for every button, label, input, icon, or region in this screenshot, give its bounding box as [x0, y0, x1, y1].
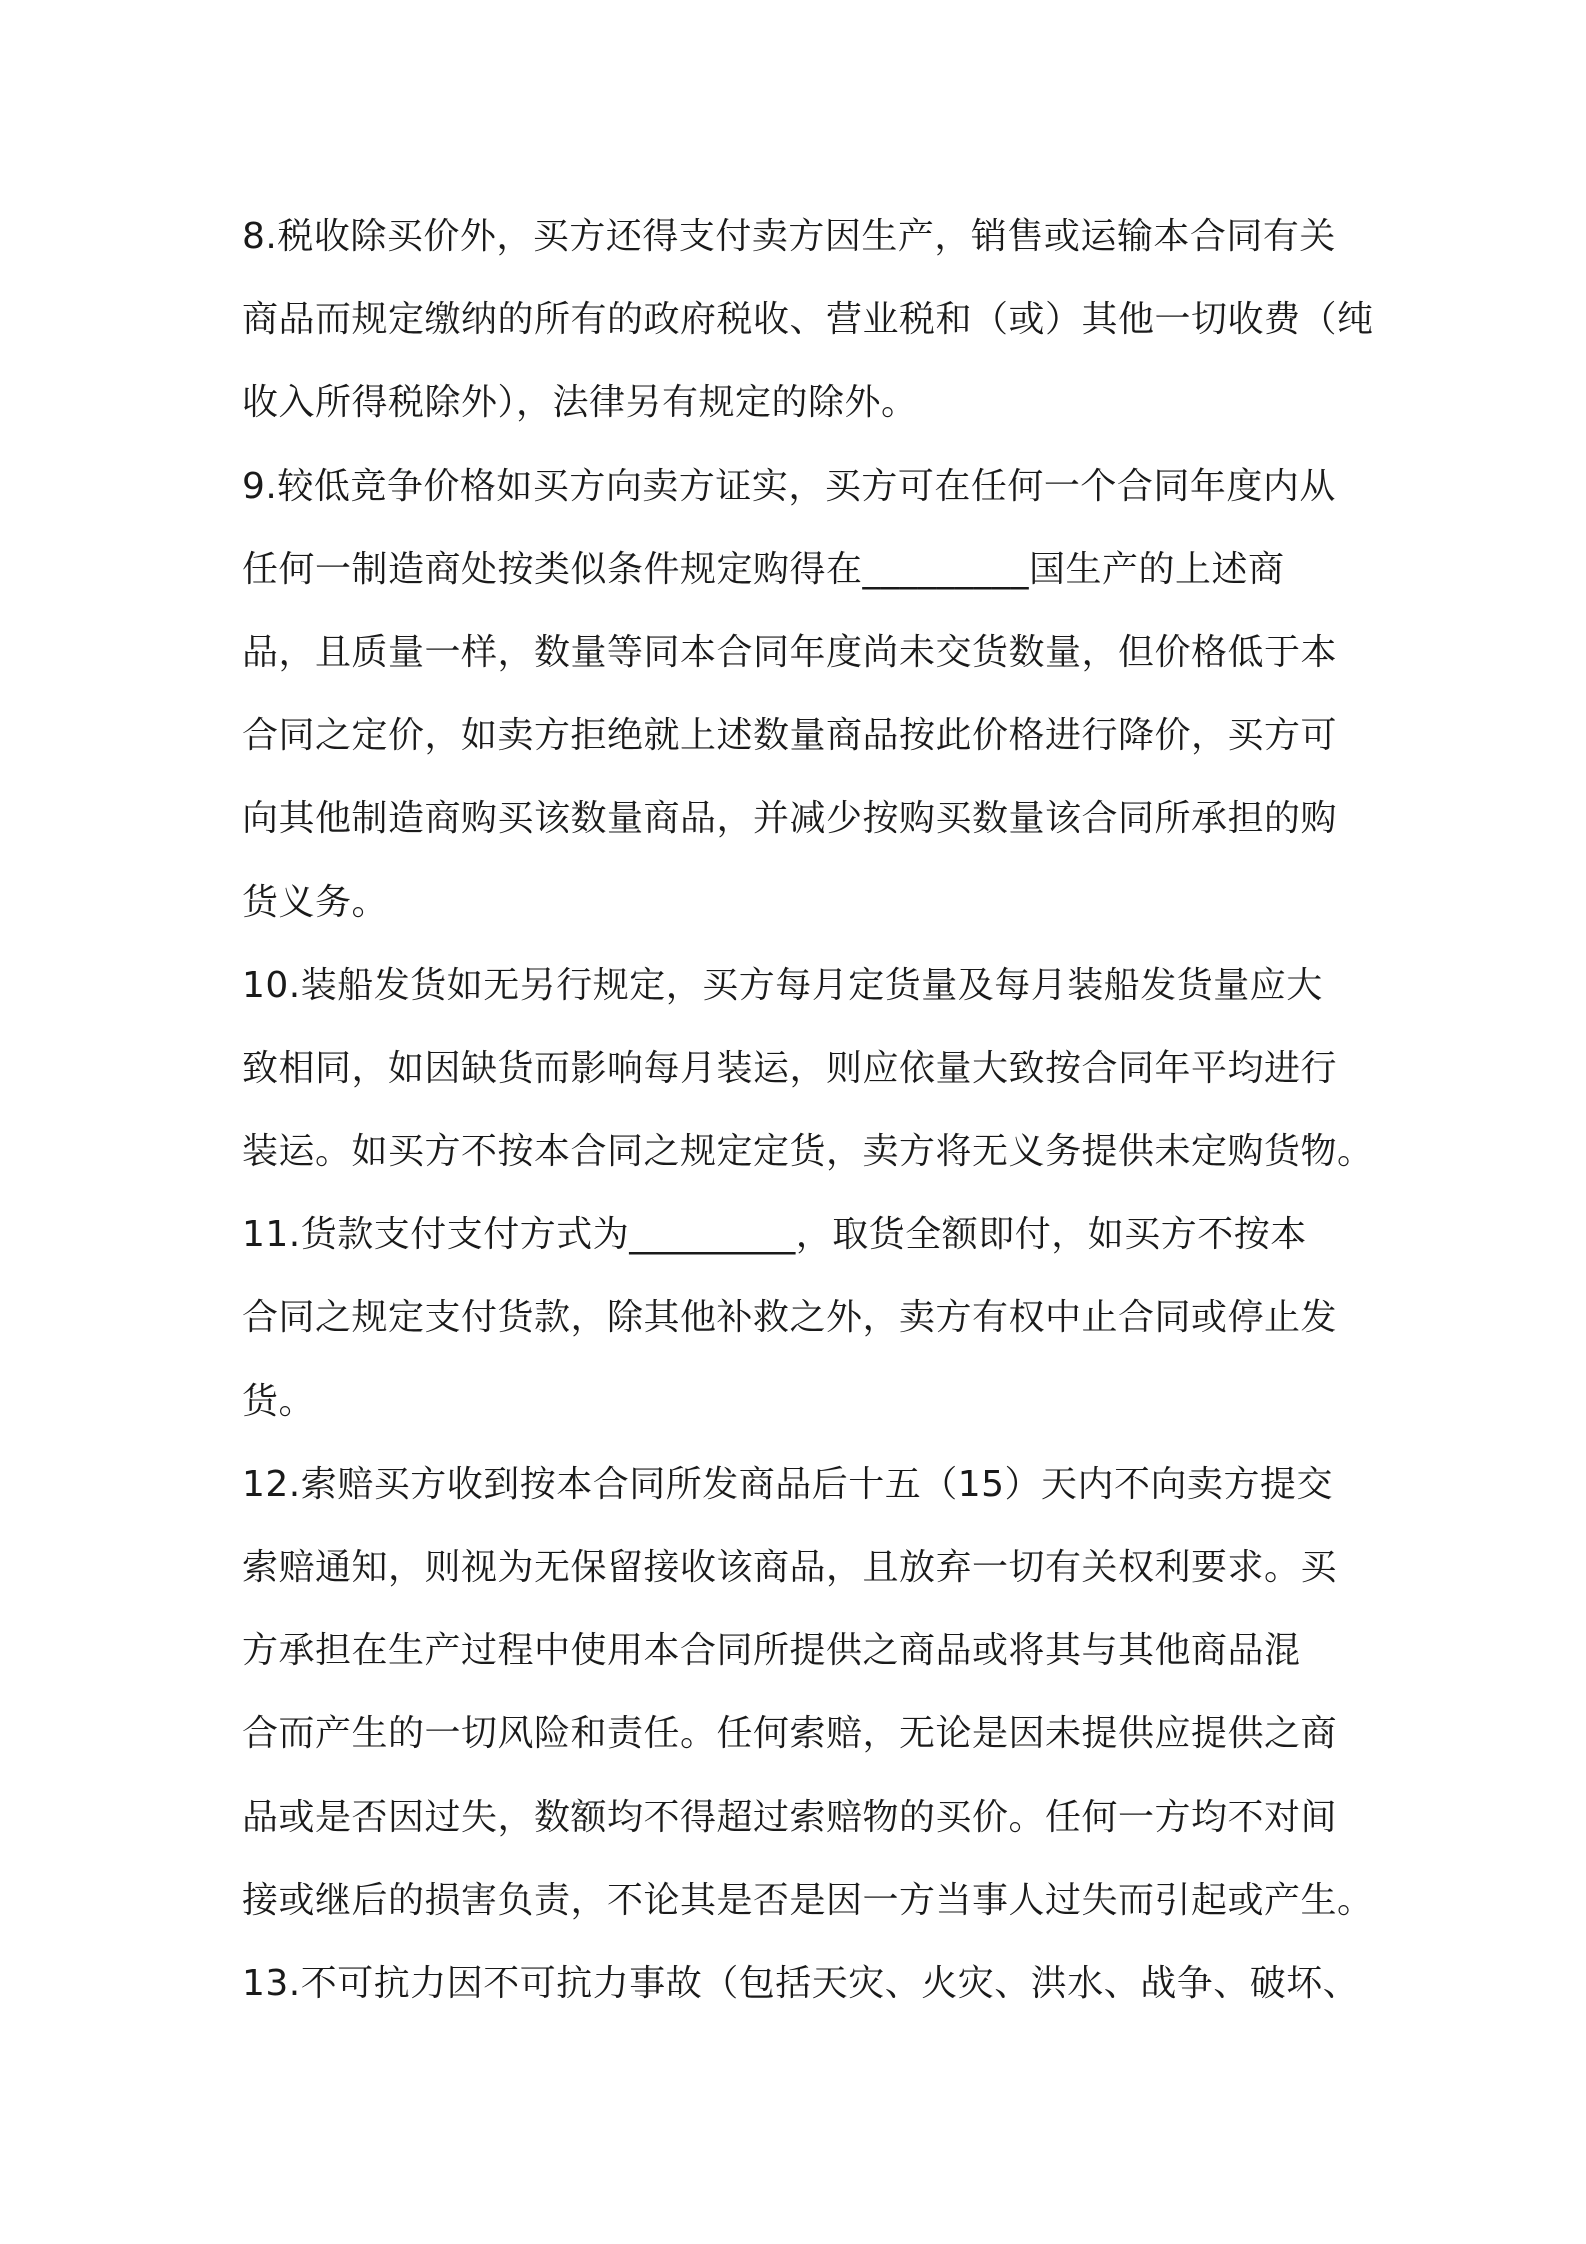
text-line-13: 11.货款支付支付方式为_________，取货全额即付，如买方不按本	[242, 1214, 1307, 1256]
text-line-10: 10.装船发货如无另行规定，买方每月定货量及每月装船发货量应大	[242, 964, 1323, 1006]
document-body	[242, 195, 1374, 2025]
text-line-21: 接或继后的损害负责，不论其是否是因一方当事人过失而引起或产生。	[242, 1879, 1374, 1921]
text-line-4: 9.较低竞争价格如买方向卖方证实，买方可在任何一个合同年度内从	[242, 465, 1336, 507]
text-line-3: 收入所得税除外），法律另有规定的除外。	[242, 382, 918, 424]
text-line-14: 合同之规定支付货款，除其他补救之外，卖方有权中止合同或停止发	[242, 1297, 1338, 1339]
text-line-8: 向其他制造商购买该数量商品，并减少按购买数量该合同所承担的购	[242, 798, 1338, 840]
text-line-9: 货义务。	[242, 881, 389, 923]
text-line-16: 12.索赔买方收到按本合同所发商品后十五（15）天内不向卖方提交	[242, 1463, 1334, 1505]
text-line-22: 13.不可抗力因不可抗力事故（包括天灾、火灾、洪水、战争、破坏、	[242, 1962, 1360, 2004]
text-line-17: 索赔通知，则视为无保留接收该商品，且放弃一切有关权利要求。买	[242, 1547, 1338, 1588]
text-line-1: 8.税收除买价外，买方还得支付卖方因生产，销售或运输本合同有关	[242, 216, 1336, 257]
text-line-19: 合而产生的一切风险和责任。任何索赔，无论是因未提供应提供之商	[242, 1713, 1338, 1755]
text-line-15: 货。	[242, 1380, 316, 1422]
text-line-20: 品或是否因过失，数额均不得超过索赔物的买价。任何一方均不对间	[242, 1796, 1338, 1838]
text-line-2: 商品而规定缴纳的所有的政府税收、营业税和（或）其他一切收费（纯	[242, 299, 1374, 341]
text-line-12: 装运。如买方不按本合同之规定定货，卖方将无义务提供未定购货物。	[242, 1131, 1374, 1173]
text-line-5: 任何一制造商处按类似条件规定购得在_________国生产的上述商	[242, 548, 1285, 590]
text-line-18: 方承担在生产过程中使用本合同所提供之商品或将其与其他商品混	[242, 1630, 1301, 1672]
text-line-11: 致相同，如因缺货而影响每月装运，则应依量大致按合同年平均进行	[242, 1047, 1338, 1089]
text-line-6: 品，且质量一样，数量等同本合同年度尚未交货数量，但价格低于本	[242, 631, 1338, 673]
text-line-7: 合同之定价，如卖方拒绝就上述数量商品按此价格进行降价，买方可	[242, 715, 1338, 757]
